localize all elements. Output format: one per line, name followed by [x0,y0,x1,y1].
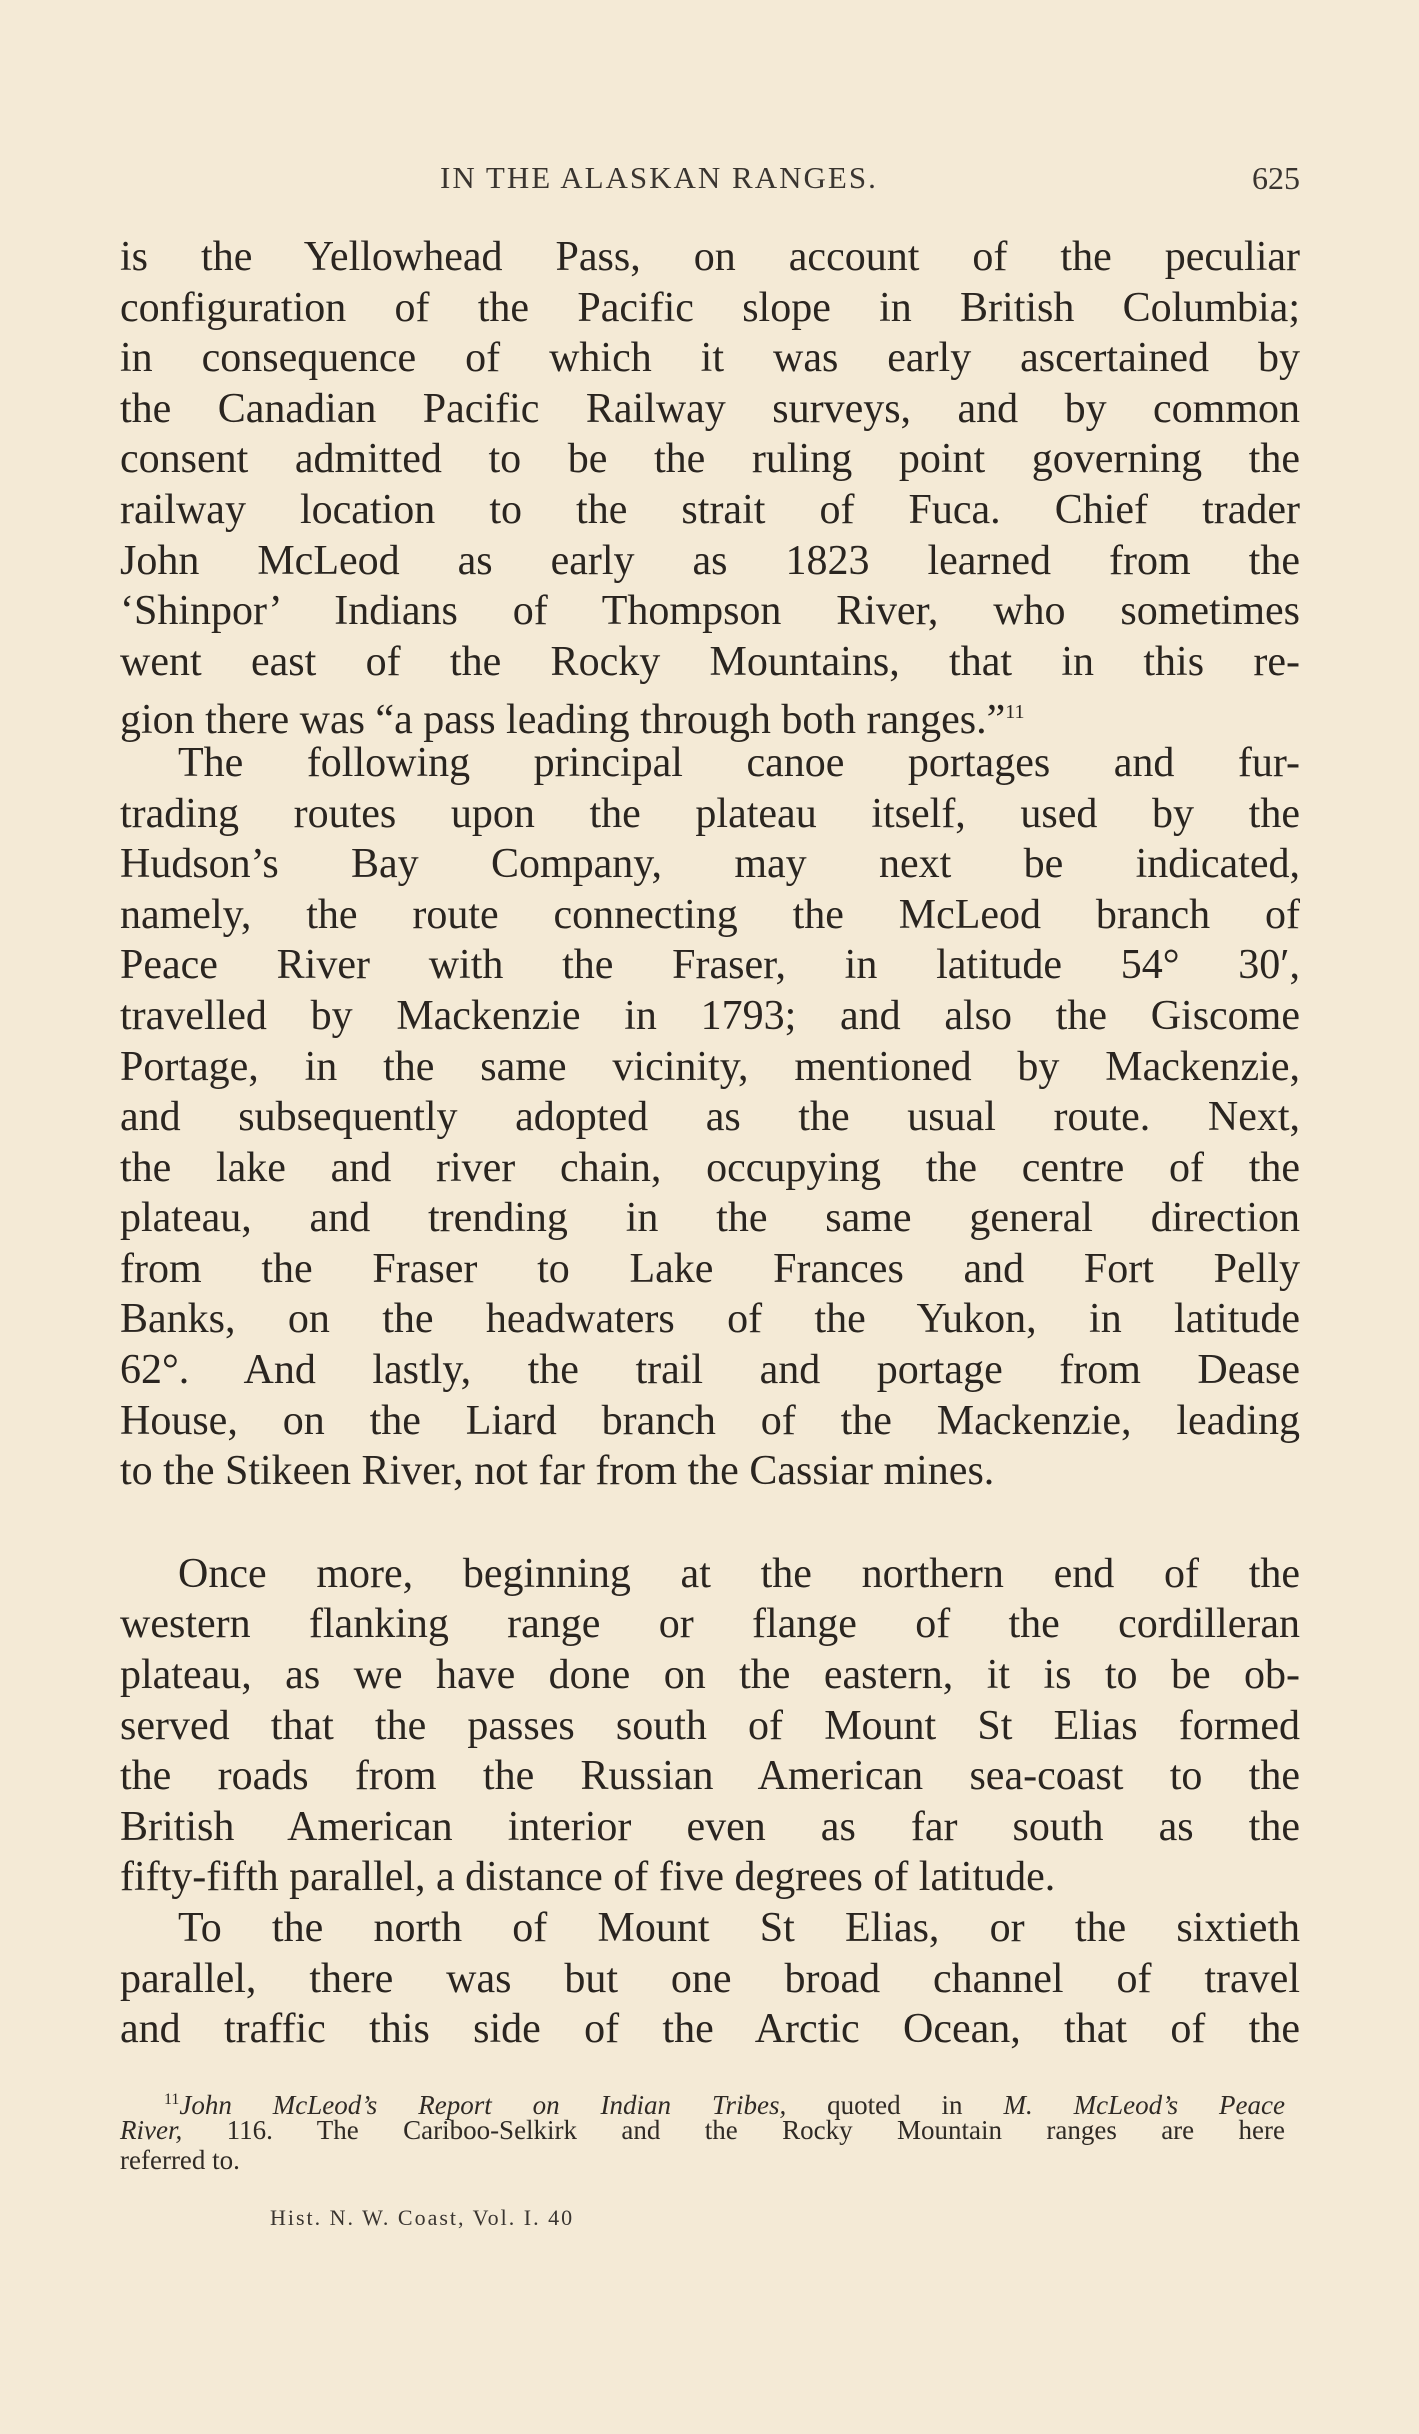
text-line: went east of the Rocky Mountains, that in this re- [120,638,1300,685]
running-head: IN THE ALASKAN RANGES. [440,160,878,195]
text-line: John McLeod as early as 1823 learned from the [120,537,1300,584]
text-line: Hudson’s Bay Company, may next be indicated, [120,841,1300,888]
text-line: and subsequently adopted as the usual route. Next, [120,1094,1300,1141]
footnote-reference[interactable]: 11 [1005,701,1025,724]
text-line: in consequence of which it was early ascertained by [120,335,1300,382]
footnote-citation: John McLeod’s Report on Indian Tribes, [179,2090,787,2120]
text-line: the lake and river chain, occupying the centre of the [120,1144,1300,1191]
footnote-number: 11 [164,2091,180,2108]
text-line: consent admitted to be the ruling point governing the [120,436,1300,483]
text-line: to the Stikeen River, not far from the Cassiar mines. [120,1448,995,1495]
footnote-citation: River, [120,2115,183,2145]
text-line: The following principal canoe portages and fur- [178,739,1300,786]
text-line: namely, the route connecting the McLeod branch of [120,891,1300,938]
page-number: 625 [1252,160,1300,196]
footnote-text: 116. The Cariboo-Selkirk and the Rocky Mountain ranges are here [182,2115,1285,2145]
text-line: To the north of Mount St Elias, or the sixtieth [178,1905,1300,1951]
text-line: gion there was “a pass leading through both ranges.” [120,697,1006,744]
footnote-line [120,2115,1285,2145]
text-line: the roads from the Russian American sea-coast to the [120,1753,1300,1800]
body-text [120,232,1300,2055]
section-gap [120,1497,1300,1549]
text-line: trading routes upon the plateau itself, used by the [120,790,1300,837]
text-line: configuration of the Pacific slope in British Columbia; [120,284,1300,331]
text-line: is the Yellowhead Pass, on account of the peculiar [120,234,1300,280]
text-line: western flanking range or flange of the cordilleran [120,1601,1300,1648]
text-line: the Canadian Pacific Railway surveys, and by common [120,385,1300,432]
text-line: railway location to the strait of Fuca. Chief trader [120,486,1300,533]
text-line: Portage, in the same vicinity, mentioned by Mackenzie, [120,1043,1300,1090]
text-line: plateau, and trending in the same general direction [120,1195,1300,1242]
text-line: 62°. And lastly, the trail and portage from Dease [120,1347,1300,1394]
footnote-line: referred to. [120,2145,240,2175]
page-header [120,160,1300,210]
text-line: Peace River with the Fraser, in latitude 54° 30′, [120,942,1300,989]
text-line: travelled by Mackenzie in 1793; and also the Giscome [120,992,1300,1039]
text-line-with-footnote [120,687,1300,744]
text-line: parallel, there was but one broad channel of travel [120,1955,1300,2002]
text-line: fifty-fifth parallel, a distance of five degrees of latitude. [120,1854,1056,1901]
text-line: from the Fraser to Lake Frances and Fort Pelly [120,1245,1300,1292]
footnote-line [120,2085,1285,2120]
signature-mark: Hist. N. W. Coast, Vol. I. 40 [270,2205,575,2230]
text-line: House, on the Liard branch of the Mackenzie, leading [120,1397,1300,1444]
footnote-text: quoted in [786,2090,1004,2120]
footnotes [120,2085,1285,2175]
text-line: and traffic this side of the Arctic Ocean, that of the [120,2006,1300,2053]
text-line: British American interior even as far south as the [120,1803,1300,1850]
text-line: ‘Shinpor’ Indians of Thompson River, who sometimes [120,588,1300,635]
text-line: Once more, beginning at the northern end of the [178,1550,1300,1597]
text-line: plateau, as we have done on the eastern, it is to be ob- [120,1652,1300,1699]
footnote-citation: M. McLeod’s Peace [1003,2090,1285,2120]
text-line: served that the passes south of Mount St Elias formed [120,1702,1300,1749]
text-line: Banks, on the headwaters of the Yukon, in latitude [120,1296,1300,1343]
